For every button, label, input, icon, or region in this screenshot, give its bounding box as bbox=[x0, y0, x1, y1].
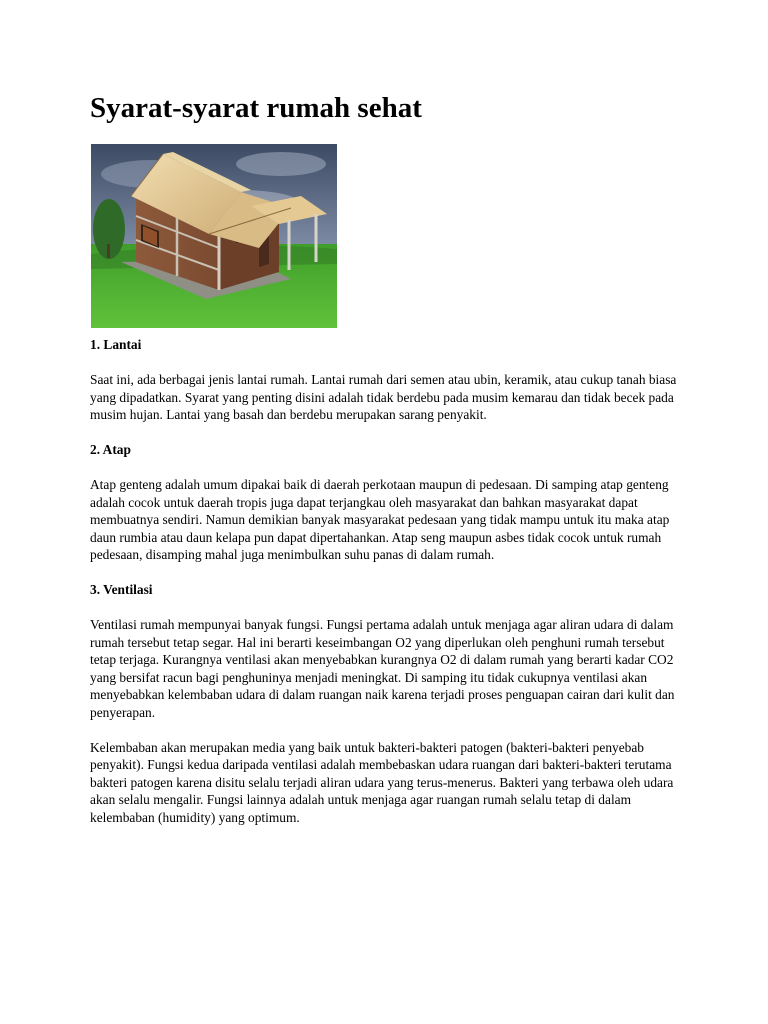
section-heading-ventilasi: 3. Ventilasi bbox=[90, 582, 153, 597]
paragraph-lantai: Saat ini, ada berbagai jenis lantai rumah. Lantai rumah dari semen atau ubin, keramik, atau cukup tanah biasa yang dipadatkan. Syarat yang penting disini adalah tidak berdebu pada musim kemarau dan tidak becek pada musim hujan. Lantai yang basah dan berdebu merupakan sarang penyakit. bbox=[90, 372, 677, 422]
section-heading-atap: 2. Atap bbox=[90, 442, 131, 457]
paragraph-atap: Atap genteng adalah umum dipakai baik di daerah perkotaan maupun di pedesaan. Di samping atap genteng adalah cocok untuk daerah tropis juga dapat terjangkau oleh masyarakat dan bahkan masyarakat dapat membuatnya sendiri. Namun demikian banyak masyarakat pedesaan yang tidak mampu untuk itu maka atap daun rumbia atau daun kelapa pun dapat dipertahankan. Atap seng maupun asbes tidak cocok untuk rumah pedesaan, disamping mahal juga menimbulkan suhu panas di dalam rumah. bbox=[90, 477, 670, 562]
paragraph-ventilasi-1: Ventilasi rumah mempunyai banyak fungsi. Fungsi pertama adalah untuk menjaga agar aliran udara di dalam rumah tersebut tetap segar. Hal ini berarti keseimbangan O2 yang diperlukan oleh penghuni rumah tersebut tetap terjaga. Kurangnya ventilasi akan menyebabkan kurangnya O2 di dalam rumah yang berarti kadar CO2 yang bersifat racun bagi penghuninya menjadi meningkat. Di samping itu tidak cukupnya ventilasi akan menyebabkan kelembaban udara di dalam ruangan naik karena terjadi proses penguapan cairan dari kulit dan penyerapan. bbox=[90, 617, 675, 720]
section-heading-lantai: 1. Lantai bbox=[90, 337, 142, 352]
house-illustration bbox=[91, 144, 337, 328]
paragraph-ventilasi-2: Kelembaban akan merupakan media yang baik untuk bakteri-bakteri patogen (bakteri-bakteri penyebab penyakit). Fungsi kedua daripada ventilasi adalah membebaskan udara ruangan dari bakteri-bakteri terutama bakteri patogen karena disitu selalu terjadi aliran udara yang terus-menerus. Bakteri yang terbawa oleh udara akan selalu mengalir. Fungsi lainnya adalah untuk menjaga agar ruangan rumah selalu tetap di dalam kelembaban (humidity) yang optimum. bbox=[90, 739, 674, 825]
page-title: Syarat-syarat rumah sehat bbox=[90, 92, 422, 124]
document-body bbox=[90, 336, 690, 826]
